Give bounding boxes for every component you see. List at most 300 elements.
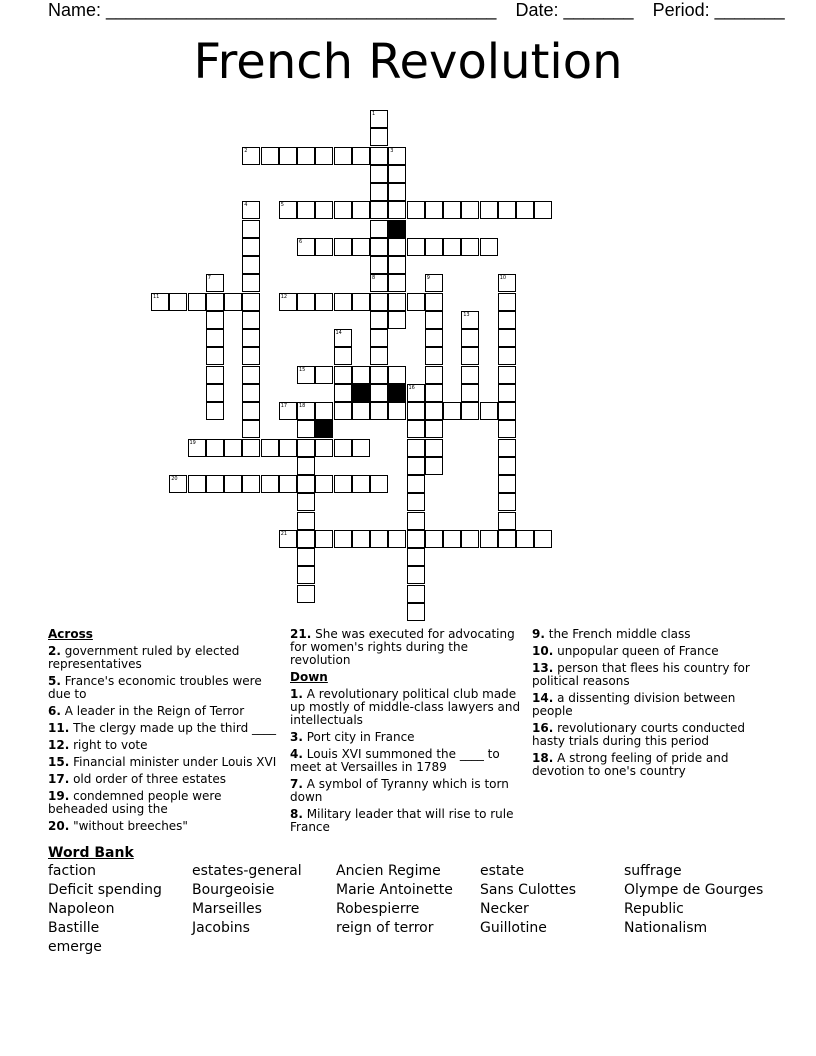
- grid-cell[interactable]: [425, 420, 443, 438]
- grid-cell[interactable]: [315, 439, 333, 457]
- grid-cell[interactable]: [388, 530, 406, 548]
- grid-cell[interactable]: [315, 293, 333, 311]
- grid-cell[interactable]: [461, 201, 479, 219]
- grid-cell[interactable]: [279, 402, 297, 420]
- clue-number: 19.: [48, 789, 70, 803]
- grid-cell[interactable]: [443, 201, 461, 219]
- grid-cell[interactable]: [242, 220, 260, 238]
- grid-cell[interactable]: [498, 293, 516, 311]
- grid-cell[interactable]: [480, 530, 498, 548]
- cell-number: 14: [335, 330, 342, 336]
- grid-cell[interactable]: [498, 402, 516, 420]
- grid-cell[interactable]: [388, 147, 406, 165]
- clue-number: 4.: [290, 747, 303, 761]
- grid-cell[interactable]: [224, 475, 242, 493]
- period-field[interactable]: Period: _______: [652, 0, 785, 20]
- grid-cell[interactable]: [315, 475, 333, 493]
- word-bank-item: estates-general: [192, 863, 302, 879]
- grid-cell[interactable]: [334, 439, 352, 457]
- grid-cell[interactable]: [370, 183, 388, 201]
- grid-cell[interactable]: [206, 384, 224, 402]
- grid-cell[interactable]: [206, 366, 224, 384]
- cell-number: 9: [426, 275, 430, 282]
- grid-cell[interactable]: [206, 347, 224, 365]
- clue-number: 3.: [290, 730, 303, 744]
- down-clues-column-3: [532, 628, 767, 782]
- clue-number: 13.: [532, 661, 554, 675]
- grid-cell[interactable]: [443, 530, 461, 548]
- grid-cell[interactable]: [224, 293, 242, 311]
- grid-cell[interactable]: [370, 347, 388, 365]
- word-bank-item: Marseilles: [192, 901, 262, 917]
- word-bank-item: Sans Culottes: [480, 882, 577, 898]
- grid-cell[interactable]: [498, 347, 516, 365]
- grid-cell[interactable]: [315, 402, 333, 420]
- clue-number: 7.: [290, 777, 303, 791]
- grid-cell[interactable]: [334, 402, 352, 420]
- grid-cell[interactable]: [370, 128, 388, 146]
- clue-number: 17.: [48, 772, 70, 786]
- grid-cell[interactable]: [297, 293, 315, 311]
- grid-cell[interactable]: [407, 420, 425, 438]
- grid-cell[interactable]: [297, 201, 315, 219]
- grid-cell[interactable]: [407, 530, 425, 548]
- word-bank-item: suffrage: [624, 863, 682, 879]
- grid-cell[interactable]: [407, 493, 425, 511]
- grid-cell[interactable]: [461, 530, 479, 548]
- cell-number: 5: [280, 202, 284, 209]
- grid-cell[interactable]: [261, 439, 279, 457]
- clue-down-6: [532, 645, 767, 658]
- clues-column-2: [290, 628, 524, 838]
- grid-cell[interactable]: [370, 110, 388, 128]
- clue-down-4: [290, 808, 524, 834]
- grid-cell[interactable]: [315, 530, 333, 548]
- grid-cell[interactable]: [370, 384, 388, 402]
- grid-cell[interactable]: [242, 238, 260, 256]
- grid-cell[interactable]: [498, 420, 516, 438]
- grid-cell[interactable]: [425, 347, 443, 365]
- grid-cell[interactable]: [534, 530, 552, 548]
- cell-number: 19: [189, 439, 196, 446]
- grid-cell[interactable]: [279, 147, 297, 165]
- cell-number: 18: [299, 403, 306, 409]
- grid-cell[interactable]: [297, 585, 315, 603]
- grid-cell[interactable]: [334, 147, 352, 165]
- clue-text: right to vote: [73, 738, 148, 752]
- grid-cell[interactable]: [279, 475, 297, 493]
- grid-cell[interactable]: [352, 402, 370, 420]
- date-field[interactable]: Date: _______: [515, 0, 634, 20]
- grid-cell[interactable]: [279, 439, 297, 457]
- cell-number: 10: [499, 275, 507, 282]
- grid-cell[interactable]: [242, 420, 260, 438]
- word-bank-item: Robespierre: [336, 901, 420, 917]
- grid-cell[interactable]: [370, 201, 388, 219]
- clue-number: 8.: [290, 807, 303, 821]
- cell-number: 1: [372, 111, 376, 117]
- grid-cell[interactable]: [242, 384, 260, 402]
- grid-cell[interactable]: [461, 384, 479, 402]
- grid-cell[interactable]: [279, 530, 297, 548]
- grid-cell[interactable]: [297, 493, 315, 511]
- grid-cell[interactable]: [297, 566, 315, 584]
- grid-cell[interactable]: [407, 293, 425, 311]
- grid-cell[interactable]: [498, 475, 516, 493]
- grid-cell[interactable]: [407, 585, 425, 603]
- word-bank-item: Necker: [480, 901, 529, 917]
- grid-cell[interactable]: [443, 402, 461, 420]
- word-bank-item: Olympe de Gourges: [624, 882, 764, 898]
- grid-cell[interactable]: [498, 311, 516, 329]
- clue-down-9: [532, 722, 767, 748]
- grid-cell[interactable]: [315, 147, 333, 165]
- clue-across-4: [48, 739, 280, 752]
- grid-cell[interactable]: [188, 475, 206, 493]
- clue-number: 1.: [290, 687, 303, 701]
- clue-number: 9.: [532, 627, 545, 641]
- grid-cell[interactable]: [297, 420, 315, 438]
- grid-cell[interactable]: [370, 220, 388, 238]
- clue-number: 11.: [48, 721, 70, 735]
- grid-cell[interactable]: [370, 293, 388, 311]
- cell-number: 2: [244, 147, 248, 154]
- grid-cell[interactable]: [388, 402, 406, 420]
- grid-cell[interactable]: [388, 293, 406, 311]
- grid-cell[interactable]: [407, 384, 425, 402]
- grid-cell[interactable]: [388, 256, 406, 274]
- cell-number: 15: [299, 366, 306, 373]
- grid-cell[interactable]: [334, 238, 352, 256]
- grid-cell[interactable]: [425, 293, 443, 311]
- grid-cell[interactable]: [498, 366, 516, 384]
- grid-cell[interactable]: [279, 293, 297, 311]
- grid-cell[interactable]: [334, 201, 352, 219]
- grid-cell[interactable]: [425, 384, 443, 402]
- grid-cell[interactable]: [297, 147, 315, 165]
- grid-cell[interactable]: [407, 457, 425, 475]
- grid-cell[interactable]: [498, 201, 516, 219]
- grid-cell[interactable]: [407, 475, 425, 493]
- grid-cell[interactable]: [297, 238, 315, 256]
- grid-cell[interactable]: [480, 238, 498, 256]
- grid-cell[interactable]: [242, 274, 260, 292]
- grid-cell[interactable]: [425, 530, 443, 548]
- grid-cell[interactable]: [370, 530, 388, 548]
- grid-cell[interactable]: [169, 475, 187, 493]
- word-bank-item: Ancien Regime: [336, 863, 441, 879]
- grid-cell[interactable]: [461, 311, 479, 329]
- cell-number: 8: [372, 275, 376, 282]
- clue-number: 10.: [532, 644, 554, 658]
- clue-text: the French middle class: [548, 627, 691, 641]
- cell-number: 21: [280, 530, 288, 537]
- clue-number: 18.: [532, 751, 554, 765]
- grid-cell[interactable]: [388, 183, 406, 201]
- grid-cell[interactable]: [461, 402, 479, 420]
- grid-cell[interactable]: [498, 493, 516, 511]
- grid-cell[interactable]: [352, 530, 370, 548]
- grid-cell[interactable]: [498, 457, 516, 475]
- grid-cell[interactable]: [334, 347, 352, 365]
- clue-text: condemned people were beheaded using the: [48, 789, 222, 816]
- grid-cell[interactable]: [352, 366, 370, 384]
- grid-cell[interactable]: [242, 439, 260, 457]
- grid-cell[interactable]: [370, 147, 388, 165]
- clue-text: unpopular queen of France: [557, 644, 719, 658]
- grid-cell[interactable]: [297, 512, 315, 530]
- grid-cell[interactable]: [480, 402, 498, 420]
- grid-cell[interactable]: [425, 329, 443, 347]
- grid-cell[interactable]: [370, 256, 388, 274]
- cell-number: 4: [244, 202, 248, 209]
- clue-down-8: [532, 692, 767, 718]
- clue-number: 12.: [48, 738, 70, 752]
- grid-cell[interactable]: [388, 311, 406, 329]
- down-heading: Down: [290, 670, 328, 684]
- word-bank-item: estate: [480, 863, 525, 879]
- clue-text: France's economic troubles were due to: [48, 674, 262, 701]
- clue-across-6: [48, 773, 280, 786]
- grid-cell[interactable]: [206, 439, 224, 457]
- grid-cell[interactable]: [407, 238, 425, 256]
- grid-cell[interactable]: [407, 439, 425, 457]
- grid-cell[interactable]: [297, 366, 315, 384]
- clue-text: The clergy made up the third ____: [73, 721, 276, 735]
- grid-cell[interactable]: [315, 201, 333, 219]
- clue-down-2: [290, 748, 524, 774]
- grid-cell[interactable]: [206, 329, 224, 347]
- grid-cell[interactable]: [407, 566, 425, 584]
- grid-cell[interactable]: [407, 603, 425, 621]
- grid-cell[interactable]: [242, 311, 260, 329]
- grid-cell[interactable]: [151, 293, 169, 311]
- clue-across-2: [48, 705, 280, 718]
- grid-cell[interactable]: [516, 201, 534, 219]
- grid-cell[interactable]: [498, 329, 516, 347]
- grid-cell[interactable]: [352, 201, 370, 219]
- name-field[interactable]: Name: _______________________________________: [48, 0, 497, 20]
- word-bank-item: Guillotine: [480, 920, 547, 936]
- cell-number: 3: [390, 147, 394, 154]
- clue-text: Military leader that will rise to rule France: [290, 807, 514, 834]
- clue-text: A leader in the Reign of Terror: [64, 704, 245, 718]
- clue-number: 16.: [532, 721, 554, 735]
- cell-number: 11: [153, 293, 160, 300]
- grid-cell[interactable]: [188, 293, 206, 311]
- grid-cell[interactable]: [242, 293, 260, 311]
- grid-cell[interactable]: [498, 384, 516, 402]
- grid-cell[interactable]: [370, 475, 388, 493]
- grid-cell[interactable]: [407, 512, 425, 530]
- grid-cell[interactable]: [242, 402, 260, 420]
- grid-cell[interactable]: [206, 475, 224, 493]
- clue-text: She was executed for advocating for women's rights during the revolution: [290, 627, 515, 667]
- grid-cell[interactable]: [242, 256, 260, 274]
- grid-cell[interactable]: [279, 201, 297, 219]
- clue-text: Louis XVI summoned the ____ to meet at Versailles in 1789: [290, 747, 500, 774]
- grid-block: [388, 384, 406, 402]
- grid-cell[interactable]: [388, 274, 406, 292]
- grid-cell[interactable]: [480, 201, 498, 219]
- grid-cell[interactable]: [242, 329, 260, 347]
- clue-number: 20.: [48, 819, 70, 833]
- clue-text: Port city in France: [306, 730, 415, 744]
- grid-cell[interactable]: [461, 347, 479, 365]
- word-bank-item: faction: [48, 863, 97, 879]
- grid-cell[interactable]: [297, 402, 315, 420]
- grid-cell[interactable]: [425, 311, 443, 329]
- grid-cell[interactable]: [352, 293, 370, 311]
- grid-cell[interactable]: [388, 238, 406, 256]
- clue-down-0: [290, 688, 524, 727]
- grid-cell[interactable]: [169, 293, 187, 311]
- word-bank-item: Napoleon: [48, 901, 115, 917]
- clue-down-3: [290, 778, 524, 804]
- clue-across-5: [48, 756, 280, 769]
- grid-cell[interactable]: [388, 165, 406, 183]
- grid-block: [315, 420, 333, 438]
- grid-cell[interactable]: [370, 311, 388, 329]
- word-bank-item: Jacobins: [192, 920, 250, 936]
- grid-cell[interactable]: [242, 201, 260, 219]
- clue-across-0: [48, 645, 280, 671]
- grid-cell[interactable]: [334, 293, 352, 311]
- clue-text: A symbol of Tyranny which is torn down: [290, 777, 509, 804]
- grid-cell[interactable]: [370, 329, 388, 347]
- grid-cell[interactable]: [370, 366, 388, 384]
- clue-text: person that flees his country for political reasons: [532, 661, 750, 688]
- clue-down-10: [532, 752, 767, 778]
- grid-cell[interactable]: [206, 402, 224, 420]
- across-heading: Across: [48, 627, 93, 641]
- grid-block: [388, 220, 406, 238]
- clue-across-1: [48, 675, 280, 701]
- cell-number: 12: [280, 293, 288, 300]
- grid-block: [352, 384, 370, 402]
- grid-cell[interactable]: [461, 329, 479, 347]
- grid-cell[interactable]: [370, 165, 388, 183]
- grid-cell[interactable]: [370, 238, 388, 256]
- grid-cell[interactable]: [352, 147, 370, 165]
- grid-cell[interactable]: [297, 548, 315, 566]
- grid-cell[interactable]: [425, 457, 443, 475]
- grid-cell[interactable]: [315, 238, 333, 256]
- grid-cell[interactable]: [425, 201, 443, 219]
- clue-down-1: [290, 731, 524, 744]
- clue-number: 15.: [48, 755, 70, 769]
- clue-across-9: [290, 628, 524, 667]
- grid-cell[interactable]: [242, 366, 260, 384]
- grid-cell[interactable]: [425, 366, 443, 384]
- grid-cell[interactable]: [407, 402, 425, 420]
- clue-text: old order of three estates: [73, 772, 226, 786]
- grid-cell[interactable]: [261, 475, 279, 493]
- clue-text: A strong feeling of pride and devotion to one's country: [532, 751, 729, 778]
- cell-number: 7: [207, 275, 211, 282]
- clue-across-3: [48, 722, 280, 735]
- grid-cell[interactable]: [315, 366, 333, 384]
- grid-cell[interactable]: [461, 366, 479, 384]
- word-bank-heading: Word Bank: [48, 845, 134, 861]
- grid-cell[interactable]: [498, 274, 516, 292]
- clue-number: 14.: [532, 691, 554, 705]
- cell-number: 17: [280, 403, 288, 409]
- grid-cell[interactable]: [407, 548, 425, 566]
- clue-across-7: [48, 790, 280, 816]
- grid-cell[interactable]: [352, 238, 370, 256]
- grid-cell[interactable]: [370, 274, 388, 292]
- grid-cell[interactable]: [407, 201, 425, 219]
- grid-cell[interactable]: [498, 530, 516, 548]
- clue-down-5: [532, 628, 767, 641]
- grid-cell[interactable]: [425, 274, 443, 292]
- grid-cell[interactable]: [261, 147, 279, 165]
- grid-cell[interactable]: [388, 201, 406, 219]
- grid-cell[interactable]: [297, 439, 315, 457]
- grid-cell[interactable]: [370, 402, 388, 420]
- clue-across-8: [48, 820, 280, 833]
- word-bank-item: Deficit spending: [48, 882, 162, 898]
- word-bank-item: Bastille: [48, 920, 100, 936]
- grid-cell[interactable]: [425, 439, 443, 457]
- word-bank-item: emerge: [48, 939, 102, 955]
- clue-number: 21.: [290, 627, 312, 641]
- grid-cell[interactable]: [516, 530, 534, 548]
- cell-number: 6: [299, 238, 303, 245]
- clue-number: 2.: [48, 644, 61, 658]
- clue-text: "without breeches": [73, 819, 188, 833]
- page-title: French Revolution: [193, 34, 623, 90]
- clue-number: 5.: [48, 674, 61, 688]
- word-bank-item: Nationalism: [624, 920, 708, 936]
- grid-cell[interactable]: [334, 366, 352, 384]
- grid-cell[interactable]: [206, 274, 224, 292]
- grid-cell[interactable]: [297, 457, 315, 475]
- grid-cell[interactable]: [425, 238, 443, 256]
- grid-cell[interactable]: [206, 311, 224, 329]
- grid-cell[interactable]: [297, 530, 315, 548]
- grid-cell[interactable]: [388, 366, 406, 384]
- grid-cell[interactable]: [352, 439, 370, 457]
- grid-cell[interactable]: [425, 402, 443, 420]
- cell-number: 20: [171, 476, 178, 482]
- grid-cell[interactable]: [498, 439, 516, 457]
- clue-text: Financial minister under Louis XVI: [73, 755, 277, 769]
- grid-cell[interactable]: [242, 475, 260, 493]
- grid-cell[interactable]: [443, 238, 461, 256]
- word-bank-item: reign of terror: [336, 920, 434, 936]
- grid-cell[interactable]: [224, 439, 242, 457]
- grid-cell[interactable]: [206, 293, 224, 311]
- clue-text: A revolutionary political club made up mostly of middle-class lawyers and intellectuals: [290, 687, 521, 727]
- grid-cell[interactable]: [334, 475, 352, 493]
- grid-cell[interactable]: [242, 147, 260, 165]
- grid-cell[interactable]: [334, 329, 352, 347]
- grid-cell[interactable]: [297, 475, 315, 493]
- word-bank: [48, 863, 768, 956]
- grid-cell[interactable]: [352, 475, 370, 493]
- grid-cell[interactable]: [534, 201, 552, 219]
- grid-cell[interactable]: [188, 439, 206, 457]
- grid-cell[interactable]: [242, 347, 260, 365]
- clue-number: 6.: [48, 704, 61, 718]
- grid-cell[interactable]: [334, 384, 352, 402]
- grid-cell[interactable]: [334, 530, 352, 548]
- grid-cell[interactable]: [461, 238, 479, 256]
- word-bank-item: Bourgeoisie: [192, 882, 275, 898]
- grid-cell[interactable]: [498, 512, 516, 530]
